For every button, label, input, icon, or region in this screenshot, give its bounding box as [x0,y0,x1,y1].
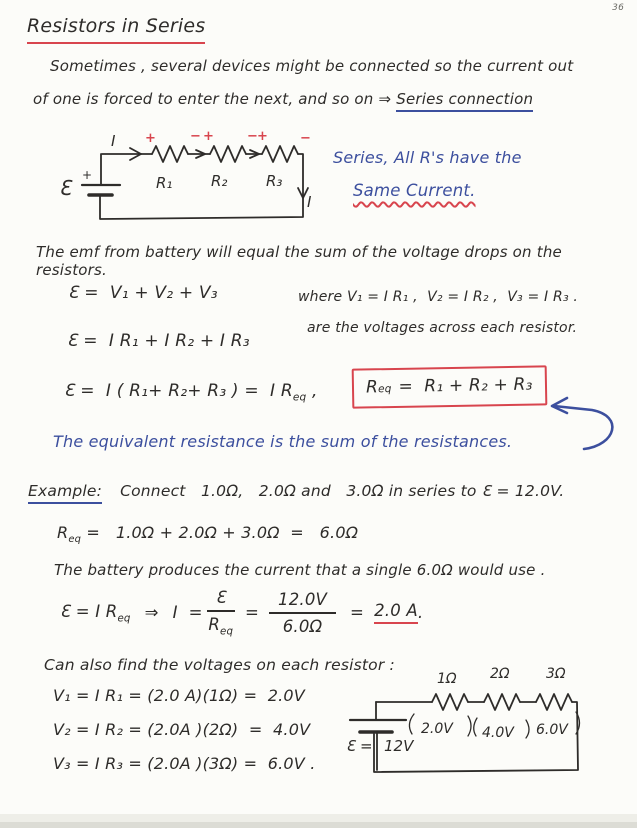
fraction2-denominator: 6.0Ω [282,616,323,636]
voltage-line-1: V₁ = I R₁ = (2.0 A)(1Ω) = 2.0V [53,686,305,705]
req-calc-symbol: R [57,523,69,542]
c2-voltage2-label: 4.0V [482,725,514,741]
side-note-line-1: Series, All R's have the [333,148,522,167]
c2-bracket-arc-1 [409,714,414,734]
c2-emf-symbol: Ɛ = [346,737,373,755]
example-row [28,482,564,500]
battery-sentence: The battery produces the current that a single 6.0Ω would use . [54,561,546,579]
resistor2-label: R₂ [211,172,228,190]
ohms-law-text: Ɛ = I R [60,601,118,621]
c2-bracket-arc-3 [474,718,477,736]
c2-resistor2-label: 2Ω [490,666,510,682]
equation-3 [64,381,318,403]
resistor3-zigzag [262,146,298,162]
battery-plus-sign: + [82,168,93,182]
ohms-law-subscript: eq [117,612,131,624]
polarity-plus-2: + [203,129,214,144]
c2-voltage3-label: 6.0V [536,722,568,738]
equation-1-note: where V₁ = I R₁ , V₂ = I R₂ , V₃ = I R₃ . [298,289,579,305]
req-calc-rhs: = 1.0Ω + 2.0Ω + 3.0Ω = 6.0Ω [81,523,359,542]
series-circuit-diagram [56,128,321,243]
example-statement: Connect 1.0Ω, 2.0Ω and 3.0Ω in series to Ɛ = 12.0V. [120,482,565,500]
c2-resistor2-zigzag [484,694,520,710]
c2-resistor3-zigzag [536,694,572,710]
result-period: . [417,603,424,623]
scan-edge-dark [0,822,637,828]
req-boxed-equation [352,365,547,408]
req-rhs: = R₁ + R₂ + R₃ [398,374,533,397]
values-fraction [269,590,336,636]
polarity-plus-1: + [145,131,156,146]
req-symbol: R [365,377,379,398]
page-title: Resistors in Series [27,15,205,44]
series-connection-term: Series connection [396,90,533,112]
conclusion-sentence: The equivalent resistance is the sum of the resistances. [53,432,513,451]
voltage-line-2: V₂ = I R₂ = (2.0A )(2Ω) = 4.0V [53,720,311,739]
emf-sentence: The emf from battery will equal the sum of the voltage drops on the resistors. [36,243,567,279]
equation-3-subscript: eq [292,391,307,404]
c2-resistor1-label: 1Ω [437,671,457,687]
req-calculation [57,523,358,545]
emf-over-req-fraction [207,588,235,637]
current-label-right: I [307,193,312,211]
polarity-minus-1: − [190,129,201,144]
req-subscript: eq [377,383,392,396]
fraction1-denominator [208,612,233,637]
scan-edge-light [0,814,637,822]
current-label-top: I [111,132,116,150]
c2-voltage1-label: 2.0V [421,721,453,737]
req-calc-subscript: eq [68,534,82,546]
emf-label: Ɛ [59,176,72,200]
fraction2-numerator: 12.0V [269,590,336,614]
side-note-line-2: Same Current. [353,181,476,200]
equation-3-comma: , [306,381,318,401]
intro-line-2 [33,90,533,108]
voltages-heading: Can also find the voltages on each resistor : [44,656,395,674]
resistor2-zigzag [210,146,246,162]
equals-sign-2: = [244,603,260,623]
ohms-law [60,602,131,624]
resistor1-label: R₁ [156,174,173,192]
current-result: 2.0 A [374,601,418,624]
equation-3-main: Ɛ = I ( R₁+ R₂+ R₃ ) = I R [64,381,293,401]
example-circuit-diagram [344,650,636,800]
example-label: Example: [28,482,102,504]
voltage-line-3: V₃ = I R₃ = (2.0A )(3Ω) = 6.0V . [53,754,316,773]
equation-2-note: are the voltages across each resistor. [307,320,578,336]
c2-resistor3-label: 3Ω [546,666,566,682]
intro-line-1: Sometimes , several devices might be connected so the current out [50,57,574,75]
fraction1-den-main: R [208,615,221,634]
implies-arrow: ⇒ [144,603,159,623]
resistor1-zigzag [152,146,188,162]
resistor3-label: R₃ [266,172,283,190]
equation-1: Ɛ = V₁ + V₂ + V₃ [68,283,218,303]
current-lhs: I = [172,603,203,623]
intro-line-2-text: of one is forced to enter the next, and so on ⇒ [33,90,397,108]
c2-bracket-arc-4 [526,720,529,738]
conclusion-arrow-icon [530,392,632,456]
fraction1-numerator: Ɛ [207,588,235,612]
polarity-plus-3: + [257,129,268,144]
fraction1-den-subscript: eq [220,626,234,638]
polarity-minus-3: − [300,131,311,146]
c2-resistor1-zigzag [432,694,468,710]
c2-bracket-arc-2 [468,716,471,736]
polarity-minus-2: − [247,129,258,144]
current-equation [60,588,423,637]
c2-emf-value: 12V [384,737,414,755]
equation-2: Ɛ = I R₁ + I R₂ + I R₃ [67,331,250,351]
equals-sign-3: = [350,603,365,623]
page-number: 36 [612,3,624,13]
